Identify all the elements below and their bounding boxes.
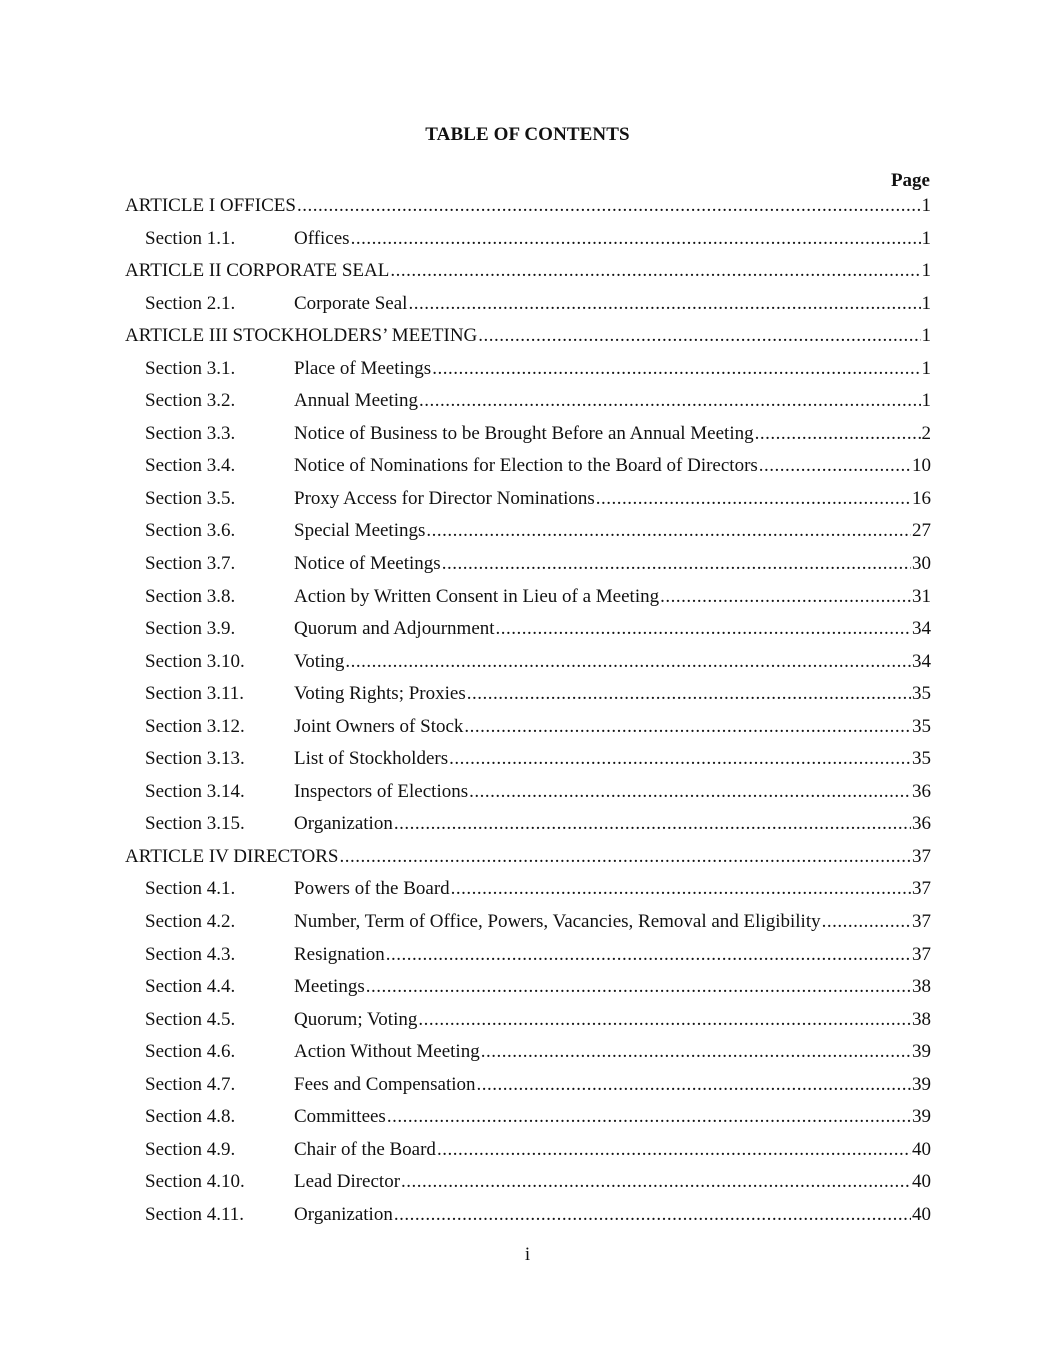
dot-leader [297,190,921,223]
page-number: 36 [912,780,931,802]
dot-leader [467,678,911,711]
entry-title: Voting Rights; Proxies [294,683,466,705]
dot-leader [394,808,911,841]
dot-leader [390,255,920,288]
page-number: 1 [921,325,931,347]
toc-section-entry[interactable] [125,223,931,256]
page-number: 35 [912,715,931,737]
toc-section-entry[interactable] [125,353,931,386]
section-number: Section 3.1. [145,357,236,379]
toc-section-entry[interactable] [125,646,931,679]
page-number: 40 [912,1138,931,1160]
entry-title: Quorum and Adjournment [294,618,495,640]
toc-section-entry[interactable] [125,776,931,809]
entry-title: Powers of the Board [294,878,450,900]
dot-leader [340,841,912,874]
dot-leader [386,939,911,972]
entry-title: Lead Director [294,1171,401,1193]
toc-section-entry[interactable] [125,288,931,321]
section-number: Section 4.10. [145,1171,245,1193]
toc-section-entry[interactable] [125,1069,931,1102]
toc-article-entry[interactable] [125,190,931,223]
page-number: 36 [912,813,931,835]
section-number: Section 4.4. [145,976,236,998]
page-number: 39 [912,1073,931,1095]
entry-title: Number, Term of Office, Powers, Vacancies, Removal and Eligibility [294,911,821,933]
section-number: Section 3.13. [145,748,245,770]
page-number: 31 [912,585,931,607]
entry-title: Organization [294,813,393,835]
toc-section-entry[interactable] [125,1134,931,1167]
page-number: 35 [912,683,931,705]
dot-leader [759,450,911,483]
dot-leader [442,548,911,581]
section-number: Section 3.14. [145,780,245,802]
toc-section-entry[interactable] [125,743,931,776]
page-number: 30 [912,553,931,575]
page-number: 1 [921,227,931,249]
entry-title: ARTICLE II CORPORATE SEAL [125,260,390,282]
page-column-header: Page [890,170,930,191]
section-number: Section 3.11. [145,683,245,705]
table-of-contents [125,190,931,1232]
page-number: 27 [912,520,931,542]
page-number: 10 [912,455,931,477]
entry-title: Voting [294,650,345,672]
dot-leader [478,320,920,353]
toc-section-entry[interactable] [125,581,931,614]
page-number: 37 [912,878,931,900]
entry-title: List of Stockholders [294,748,449,770]
section-number: Section 4.9. [145,1138,236,1160]
dot-leader [366,971,911,1004]
toc-section-entry[interactable] [125,613,931,646]
entry-title: Chair of the Board [294,1138,436,1160]
page-number: 34 [912,650,931,672]
entry-title: Meetings [294,976,365,998]
entry-title: Organization [294,1203,393,1225]
dot-leader [449,743,911,776]
dot-leader [437,1134,911,1167]
entry-title: ARTICLE I OFFICES [125,195,296,216]
toc-section-entry[interactable] [125,678,931,711]
section-number: Section 3.8. [145,585,236,607]
section-number: Section 3.7. [145,553,236,575]
dot-leader [426,515,911,548]
section-number: Section 3.9. [145,618,236,640]
section-number: Section 4.11. [145,1203,245,1225]
page-number: 1 [921,260,931,282]
dot-leader [345,646,911,679]
toc-section-entry[interactable] [125,1036,931,1069]
dot-leader [394,1199,911,1232]
entry-title: Committees [294,1106,386,1128]
section-number: Section 3.15. [145,813,245,835]
section-number: Section 3.5. [145,487,236,509]
page-number: 1 [921,292,931,314]
entry-title: Annual Meeting [294,390,419,412]
section-number: Section 3.2. [145,390,236,412]
toc-section-entry[interactable] [125,450,931,483]
section-number: Section 3.10. [145,650,245,672]
entry-title: Offices [294,227,350,249]
dot-leader [401,1166,911,1199]
toc-section-entry[interactable] [125,418,931,451]
toc-section-entry[interactable] [125,1004,931,1037]
dot-leader [755,418,921,451]
dot-leader [464,711,911,744]
toc-section-entry[interactable] [125,515,931,548]
toc-article-entry[interactable] [125,320,931,353]
section-number: Section 3.3. [145,422,236,444]
toc-section-entry[interactable] [125,1166,931,1199]
entry-title: Quorum; Voting [294,1008,418,1030]
entry-title: ARTICLE IV DIRECTORS [125,845,339,867]
dot-leader [660,581,911,614]
page-title: TABLE OF CONTENTS [425,124,630,145]
section-number: Section 4.7. [145,1073,236,1095]
toc-section-entry[interactable] [125,483,931,516]
dot-leader [418,1004,911,1037]
dot-leader [496,613,911,646]
section-number: Section 3.12. [145,715,245,737]
dot-leader [351,223,921,256]
section-number: Section 2.1. [145,292,236,314]
dot-leader [469,776,911,809]
dot-leader [451,873,911,906]
page-number: 39 [912,1041,931,1063]
page-number: 37 [912,943,931,965]
section-number: Section 4.6. [145,1041,236,1063]
dot-leader [477,1069,911,1102]
page-number: 1 [921,390,931,412]
section-number: Section 4.8. [145,1106,236,1128]
footer-page-number: i [524,1244,531,1265]
entry-title: Corporate Seal [294,292,408,314]
toc-section-entry[interactable] [125,808,931,841]
toc-section-entry[interactable] [125,711,931,744]
entry-title: Resignation [294,943,385,965]
page-number: 2 [921,422,931,444]
dot-leader [822,906,911,939]
page-number: 38 [912,1008,931,1030]
section-number: Section 3.6. [145,520,236,542]
page-number: 40 [912,1203,931,1225]
page-number: 37 [912,845,931,867]
entry-title: Proxy Access for Director Nominations [294,487,595,509]
page-number: 35 [912,748,931,770]
entry-title: ARTICLE III STOCKHOLDERS’ MEETING [125,325,478,347]
section-number: Section 4.2. [145,911,236,933]
entry-title: Special Meetings [294,520,426,542]
entry-title: Inspectors of Elections [294,780,469,802]
page-number: 34 [912,618,931,640]
toc-article-entry[interactable] [125,255,931,288]
page-number: 40 [912,1171,931,1193]
toc-section-entry[interactable] [125,873,931,906]
dot-leader [596,483,911,516]
dot-leader [408,288,920,321]
section-number: Section 3.4. [145,455,236,477]
entry-title: Place of Meetings [294,357,432,379]
toc-article-entry[interactable] [125,841,931,874]
entry-title: Notice of Meetings [294,553,441,575]
page-number: 16 [912,487,931,509]
section-number: Section 1.1. [145,227,236,249]
dot-leader [419,385,920,418]
section-number: Section 4.3. [145,943,236,965]
toc-section-entry[interactable] [125,548,931,581]
toc-section-entry[interactable] [125,906,931,939]
page-number: 39 [912,1106,931,1128]
dot-leader [481,1036,911,1069]
entry-title: Joint Owners of Stock [294,715,464,737]
section-number: Section 4.1. [145,878,236,900]
page-number: 37 [912,911,931,933]
toc-section-entry[interactable] [125,971,931,1004]
entry-title: Fees and Compensation [294,1073,476,1095]
dot-leader [432,353,920,386]
entry-title: Notice of Nominations for Election to the Board of Directors [294,455,758,477]
toc-section-entry[interactable] [125,385,931,418]
section-number: Section 4.5. [145,1008,236,1030]
toc-section-entry[interactable] [125,1101,931,1134]
toc-section-entry[interactable] [125,939,931,972]
entry-title: Notice of Business to be Brought Before an Annual Meeting [294,422,754,444]
entry-title: Action by Written Consent in Lieu of a Meeting [294,585,660,607]
toc-section-entry[interactable] [125,1199,931,1232]
entry-title: Action Without Meeting [294,1041,480,1063]
page-number: 38 [912,976,931,998]
page-number: 1 [921,357,931,379]
dot-leader [387,1101,911,1134]
page-number: 1 [921,195,931,216]
